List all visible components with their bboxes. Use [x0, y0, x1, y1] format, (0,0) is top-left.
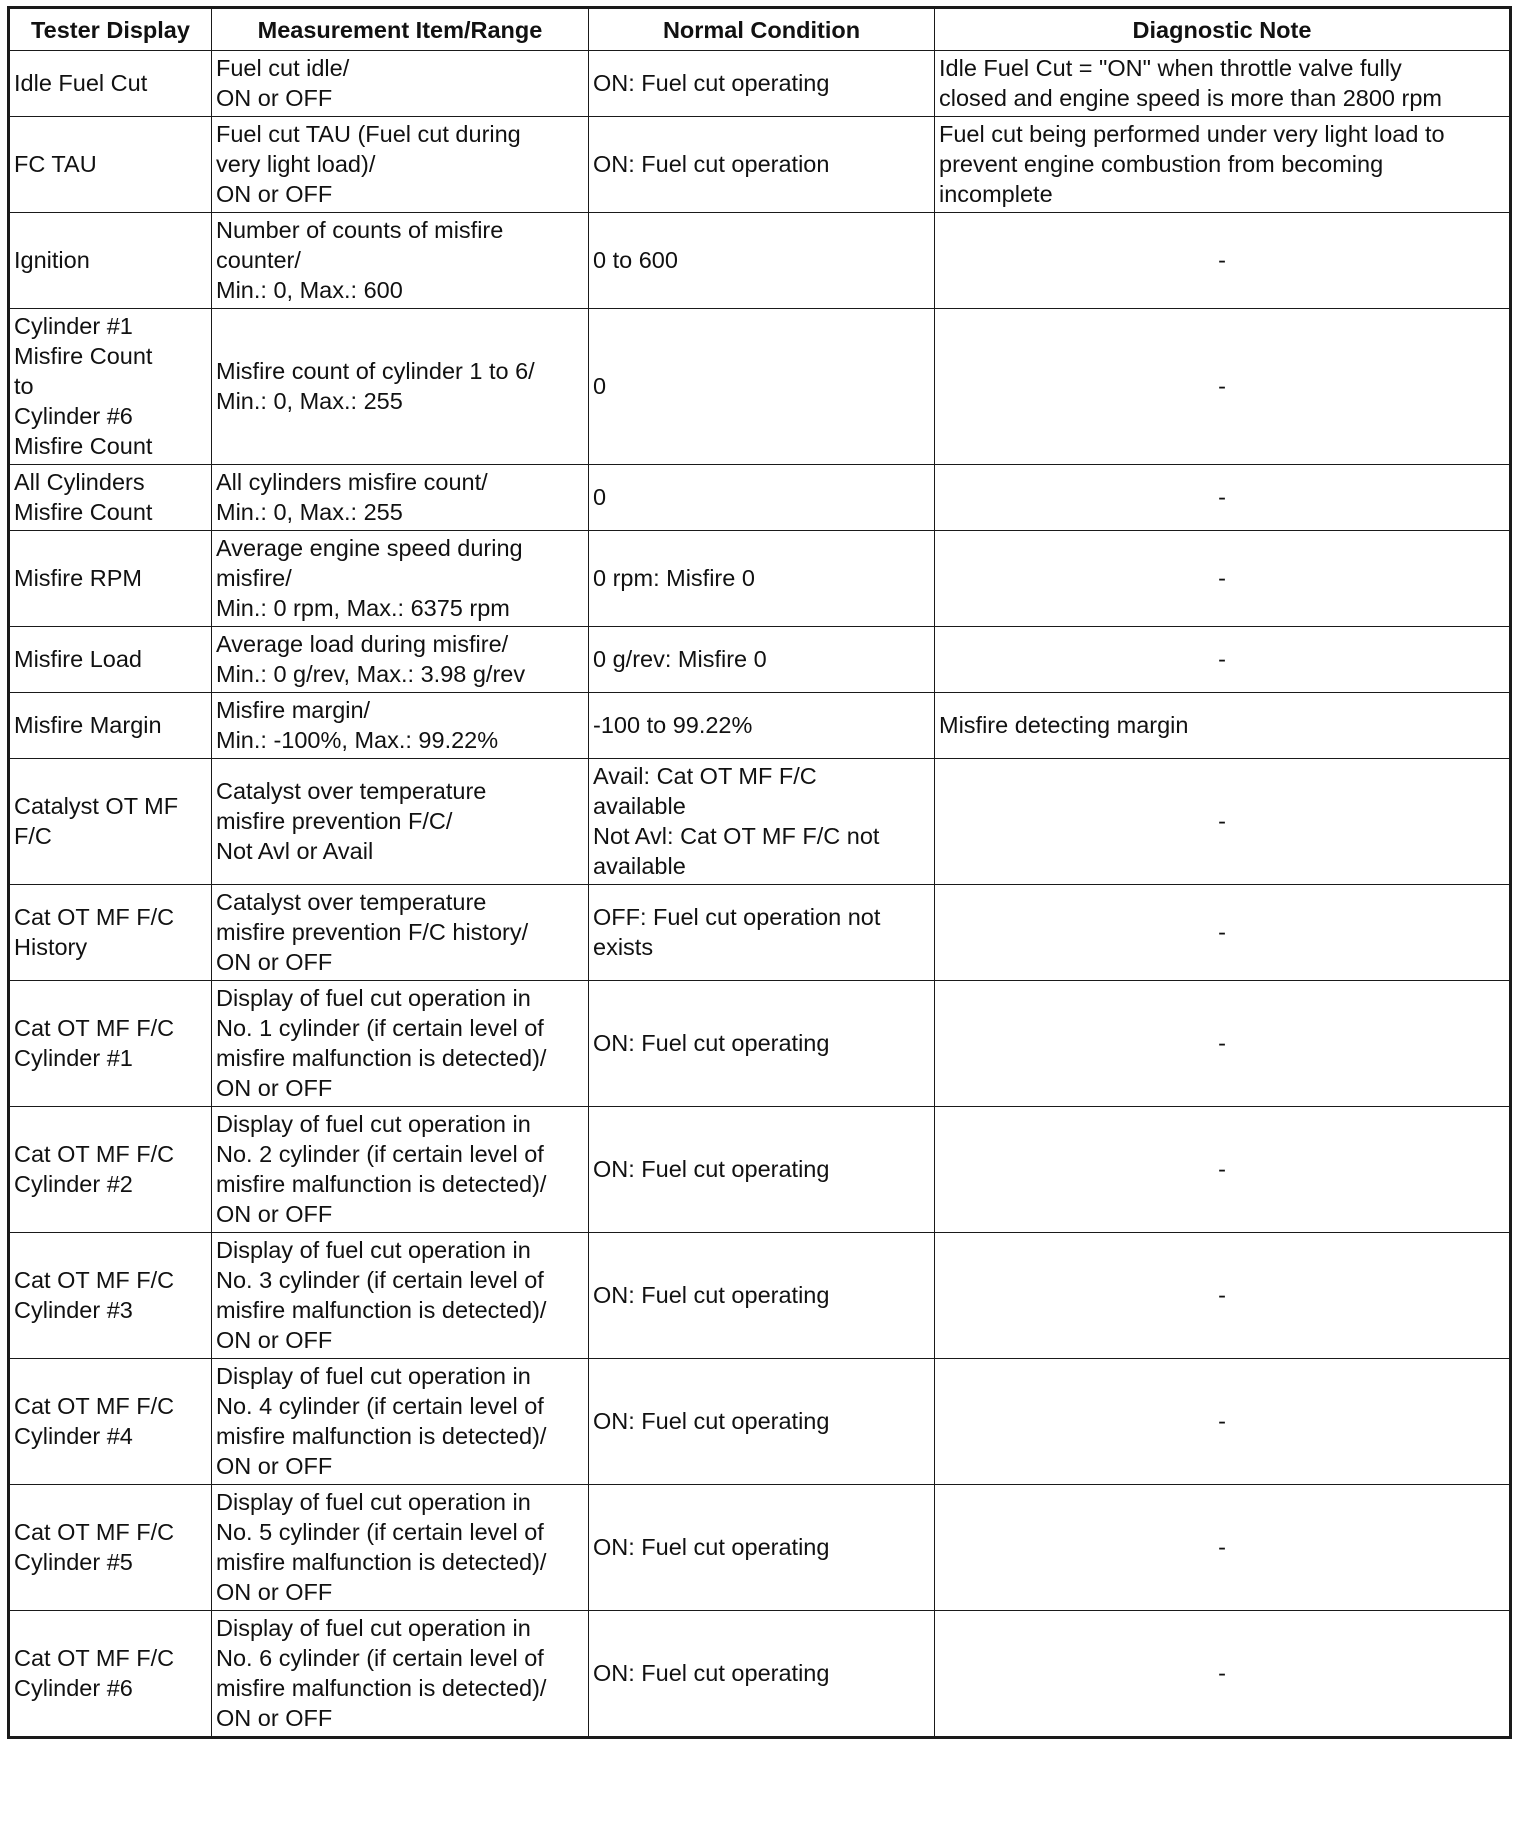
tester-display-cell [9, 117, 212, 213]
cell-text-line: misfire malfunction is detected)/ [216, 1423, 547, 1449]
cell-text-line: ON: Fuel cut operating [593, 1660, 830, 1686]
cell-text-line: ON or OFF [216, 949, 333, 975]
cell-text-line: -100 to 99.22% [593, 712, 753, 738]
cell-text-line: No. 3 cylinder (if certain level of [216, 1267, 544, 1293]
table-row [9, 759, 1511, 885]
tester-display-cell [9, 213, 212, 309]
cell-text-line: Fuel cut being performed under very light load to [939, 121, 1445, 147]
cell-text-line: - [1218, 247, 1226, 273]
cell-text-line: Cylinder #4 [14, 1423, 133, 1449]
normal-condition-cell [589, 1485, 935, 1611]
cell-text-line: Average engine speed during [216, 535, 523, 561]
tester-display-cell [9, 1233, 212, 1359]
table-row [9, 1359, 1511, 1485]
diagnostic-note-cell [935, 465, 1511, 531]
table-body [9, 51, 1511, 1738]
normal-condition-cell [589, 627, 935, 693]
cell-text-line: Misfire Count [14, 499, 153, 525]
diagnostic-note-cell [935, 693, 1511, 759]
normal-condition-cell [589, 1233, 935, 1359]
measurement-range-cell [212, 627, 589, 693]
cell-text-line: Misfire Margin [14, 712, 162, 738]
diagnostic-note-cell [935, 51, 1511, 117]
measurement-range-cell [212, 981, 589, 1107]
cell-text-line: Cylinder #6 [14, 403, 133, 429]
table-row [9, 981, 1511, 1107]
measurement-range-cell [212, 1611, 589, 1738]
cell-text-line: Min.: 0 rpm, Max.: 6375 rpm [216, 595, 510, 621]
cell-text-line: prevent engine combustion from becoming [939, 151, 1384, 177]
table-row [9, 693, 1511, 759]
cell-text-line: incomplete [939, 181, 1053, 207]
tester-display-cell [9, 465, 212, 531]
cell-text-line: - [1218, 1156, 1226, 1182]
cell-text-line: Not Avl: Cat OT MF F/C not [593, 823, 880, 849]
measurement-range-cell [212, 885, 589, 981]
cell-text-line: Display of fuel cut operation in [216, 1237, 531, 1263]
diagnostic-note-cell [935, 213, 1511, 309]
cell-text-line: Min.: 0, Max.: 255 [216, 388, 403, 414]
cell-text-line: - [1218, 646, 1226, 672]
cell-text-line: - [1218, 484, 1226, 510]
table-row [9, 51, 1511, 117]
cell-text-line: Average load during misfire/ [216, 631, 509, 657]
cell-text-line: Cylinder #6 [14, 1675, 133, 1701]
diagnostic-note-cell [935, 981, 1511, 1107]
document-page [7, 6, 1509, 1739]
measurement-range-cell [212, 51, 589, 117]
cell-text-line: 0 to 600 [593, 247, 678, 273]
normal-condition-cell [589, 213, 935, 309]
cell-text-line: ON or OFF [216, 1705, 333, 1731]
cell-text-line: Cylinder #1 [14, 313, 133, 339]
tester-display-cell [9, 627, 212, 693]
cell-text-line: Cat OT MF F/C [14, 1393, 175, 1419]
tester-display-cell [9, 981, 212, 1107]
table-row [9, 309, 1511, 465]
cell-text-line: Cylinder #5 [14, 1549, 133, 1575]
cell-text-line: Cat OT MF F/C [14, 1519, 175, 1545]
diagnostic-note-cell [935, 1107, 1511, 1233]
cell-text-line: FC TAU [14, 151, 97, 177]
cell-text-line: Misfire RPM [14, 565, 142, 591]
cell-text-line: available [593, 853, 686, 879]
cell-text-line: Ignition [14, 247, 90, 273]
cell-text-line: Cat OT MF F/C [14, 1141, 175, 1167]
measurement-range-cell [212, 1107, 589, 1233]
header-normal-condition: Normal Condition [589, 8, 935, 51]
cell-text-line: No. 2 cylinder (if certain level of [216, 1141, 544, 1167]
cell-text-line: - [1218, 565, 1226, 591]
cell-text-line: ON or OFF [216, 1453, 333, 1479]
cell-text-line: - [1218, 373, 1226, 399]
cell-text-line: Cat OT MF F/C [14, 1015, 175, 1041]
cell-text-line: Fuel cut idle/ [216, 55, 350, 81]
tester-display-cell [9, 531, 212, 627]
cell-text-line: very light load)/ [216, 151, 376, 177]
table-row [9, 1611, 1511, 1738]
cell-text-line: - [1218, 808, 1226, 834]
normal-condition-cell [589, 981, 935, 1107]
diagnostic-note-cell [935, 1611, 1511, 1738]
table-row [9, 465, 1511, 531]
cell-text-line: Fuel cut TAU (Fuel cut during [216, 121, 521, 147]
normal-condition-cell [589, 51, 935, 117]
cell-text-line: Idle Fuel Cut [14, 70, 148, 96]
cell-text-line: ON: Fuel cut operating [593, 1408, 830, 1434]
cell-text-line: available [593, 793, 686, 819]
cell-text-line: All cylinders misfire count/ [216, 469, 488, 495]
cell-text-line: No. 6 cylinder (if certain level of [216, 1645, 544, 1671]
cell-text-line: Misfire count of cylinder 1 to 6/ [216, 358, 535, 384]
tester-display-cell [9, 1485, 212, 1611]
cell-text-line: Catalyst OT MF [14, 793, 179, 819]
cell-text-line: OFF: Fuel cut operation not [593, 904, 881, 930]
tester-display-cell [9, 759, 212, 885]
cell-text-line: Min.: 0, Max.: 600 [216, 277, 403, 303]
normal-condition-cell [589, 309, 935, 465]
tester-display-cell [9, 693, 212, 759]
normal-condition-cell [589, 885, 935, 981]
diagnostic-note-cell [935, 627, 1511, 693]
tester-display-cell [9, 51, 212, 117]
cell-text-line: misfire malfunction is detected)/ [216, 1675, 547, 1701]
measurement-range-cell [212, 1485, 589, 1611]
table-row [9, 213, 1511, 309]
measurement-range-cell [212, 117, 589, 213]
header-tester-display: Tester Display [9, 8, 212, 51]
header-measurement-item-range: Measurement Item/Range [212, 8, 589, 51]
cell-text-line: Cat OT MF F/C [14, 904, 175, 930]
cell-text-line: Cat OT MF F/C [14, 1645, 175, 1671]
measurement-range-cell [212, 465, 589, 531]
normal-condition-cell [589, 693, 935, 759]
cell-text-line: misfire prevention F/C history/ [216, 919, 529, 945]
cell-text-line: Cylinder #3 [14, 1297, 133, 1323]
normal-condition-cell [589, 1359, 935, 1485]
table-row [9, 1107, 1511, 1233]
normal-condition-cell [589, 117, 935, 213]
normal-condition-cell [589, 1107, 935, 1233]
measurement-range-cell [212, 693, 589, 759]
cell-text-line: Catalyst over temperature [216, 778, 487, 804]
cell-text-line: Min.: 0 g/rev, Max.: 3.98 g/rev [216, 661, 526, 687]
cell-text-line: F/C [14, 823, 52, 849]
table-row [9, 627, 1511, 693]
cell-text-line: misfire malfunction is detected)/ [216, 1171, 547, 1197]
diagnostic-note-cell [935, 1233, 1511, 1359]
cell-text-line: Catalyst over temperature [216, 889, 487, 915]
cell-text-line: to [14, 373, 34, 399]
cell-text-line: - [1218, 1030, 1226, 1056]
cell-text-line: Number of counts of misfire [216, 217, 504, 243]
table-row [9, 531, 1511, 627]
cell-text-line: Display of fuel cut operation in [216, 1111, 531, 1137]
tester-display-cell [9, 1107, 212, 1233]
diagnostic-note-cell [935, 1485, 1511, 1611]
cell-text-line: - [1218, 1534, 1226, 1560]
cell-text-line: Cylinder #1 [14, 1045, 133, 1071]
cell-text-line: counter/ [216, 247, 301, 273]
table-row [9, 1485, 1511, 1611]
cell-text-line: Misfire Load [14, 646, 142, 672]
cell-text-line: 0 rpm: Misfire 0 [593, 565, 755, 591]
cell-text-line: ON or OFF [216, 1201, 333, 1227]
cell-text-line: exists [593, 934, 654, 960]
cell-text-line: No. 4 cylinder (if certain level of [216, 1393, 544, 1419]
diagnostic-note-cell [935, 1359, 1511, 1485]
cell-text-line: Display of fuel cut operation in [216, 1363, 531, 1389]
cell-text-line: - [1218, 919, 1226, 945]
diagnostic-note-cell [935, 885, 1511, 981]
cell-text-line: ON: Fuel cut operating [593, 1534, 830, 1560]
normal-condition-cell [589, 759, 935, 885]
cell-text-line: misfire malfunction is detected)/ [216, 1297, 547, 1323]
diagnostic-note-cell [935, 531, 1511, 627]
cell-text-line: Display of fuel cut operation in [216, 1489, 531, 1515]
cell-text-line: ON: Fuel cut operating [593, 1156, 830, 1182]
tester-display-cell [9, 1359, 212, 1485]
cell-text-line: - [1218, 1282, 1226, 1308]
cell-text-line: Idle Fuel Cut = "ON" when throttle valve fully [939, 55, 1402, 81]
table-row [9, 117, 1511, 213]
cell-text-line: ON: Fuel cut operation [593, 151, 830, 177]
measurement-range-cell [212, 1233, 589, 1359]
normal-condition-cell [589, 465, 935, 531]
cell-text-line: Min.: -100%, Max.: 99.22% [216, 727, 499, 753]
normal-condition-cell [589, 1611, 935, 1738]
cell-text-line: ON or OFF [216, 1327, 333, 1353]
cell-text-line: No. 1 cylinder (if certain level of [216, 1015, 544, 1041]
measurement-range-cell [212, 213, 589, 309]
cell-text-line: misfire/ [216, 565, 292, 591]
cell-text-line: ON: Fuel cut operating [593, 70, 830, 96]
cell-text-line: misfire malfunction is detected)/ [216, 1549, 547, 1575]
cell-text-line: ON: Fuel cut operating [593, 1282, 830, 1308]
cell-text-line: Min.: 0, Max.: 255 [216, 499, 403, 525]
measurement-range-cell [212, 531, 589, 627]
cell-text-line: ON or OFF [216, 1075, 333, 1101]
cell-text-line: ON: Fuel cut operating [593, 1030, 830, 1056]
cell-text-line: 0 g/rev: Misfire 0 [593, 646, 767, 672]
diagnostic-note-cell [935, 117, 1511, 213]
cell-text-line: Misfire Count [14, 343, 153, 369]
cell-text-line: misfire malfunction is detected)/ [216, 1045, 547, 1071]
cell-text-line: Misfire margin/ [216, 697, 371, 723]
cell-text-line: Display of fuel cut operation in [216, 985, 531, 1011]
cell-text-line: Misfire Count [14, 433, 153, 459]
cell-text-line: Cylinder #2 [14, 1171, 133, 1197]
tester-display-cell [9, 885, 212, 981]
cell-text-line: ON or OFF [216, 85, 333, 111]
header-diagnostic-note: Diagnostic Note [935, 8, 1511, 51]
cell-text-line: closed and engine speed is more than 2800 rpm [939, 85, 1442, 111]
table-header-row [9, 8, 1511, 51]
cell-text-line: ON or OFF [216, 1579, 333, 1605]
cell-text-line: - [1218, 1408, 1226, 1434]
measurement-range-cell [212, 759, 589, 885]
cell-text-line: Avail: Cat OT MF F/C [593, 763, 817, 789]
cell-text-line: misfire prevention F/C/ [216, 808, 453, 834]
cell-text-line: History [14, 934, 88, 960]
cell-text-line: 0 [593, 484, 607, 510]
diagnostic-note-cell [935, 759, 1511, 885]
cell-text-line: All Cylinders [14, 469, 145, 495]
tester-display-cell [9, 309, 212, 465]
cell-text-line: - [1218, 1660, 1226, 1686]
tester-display-cell [9, 1611, 212, 1738]
measurement-range-cell [212, 1359, 589, 1485]
cell-text-line: Misfire detecting margin [939, 712, 1189, 738]
table-row [9, 885, 1511, 981]
cell-text-line: Not Avl or Avail [216, 838, 374, 864]
cell-text-line: 0 [593, 373, 607, 399]
cell-text-line: No. 5 cylinder (if certain level of [216, 1519, 544, 1545]
measurement-range-cell [212, 309, 589, 465]
cell-text-line: Cat OT MF F/C [14, 1267, 175, 1293]
table-row [9, 1233, 1511, 1359]
diagnostic-note-cell [935, 309, 1511, 465]
cell-text-line: ON or OFF [216, 181, 333, 207]
normal-condition-cell [589, 531, 935, 627]
cell-text-line: Display of fuel cut operation in [216, 1615, 531, 1641]
data-list-table [7, 6, 1512, 1739]
